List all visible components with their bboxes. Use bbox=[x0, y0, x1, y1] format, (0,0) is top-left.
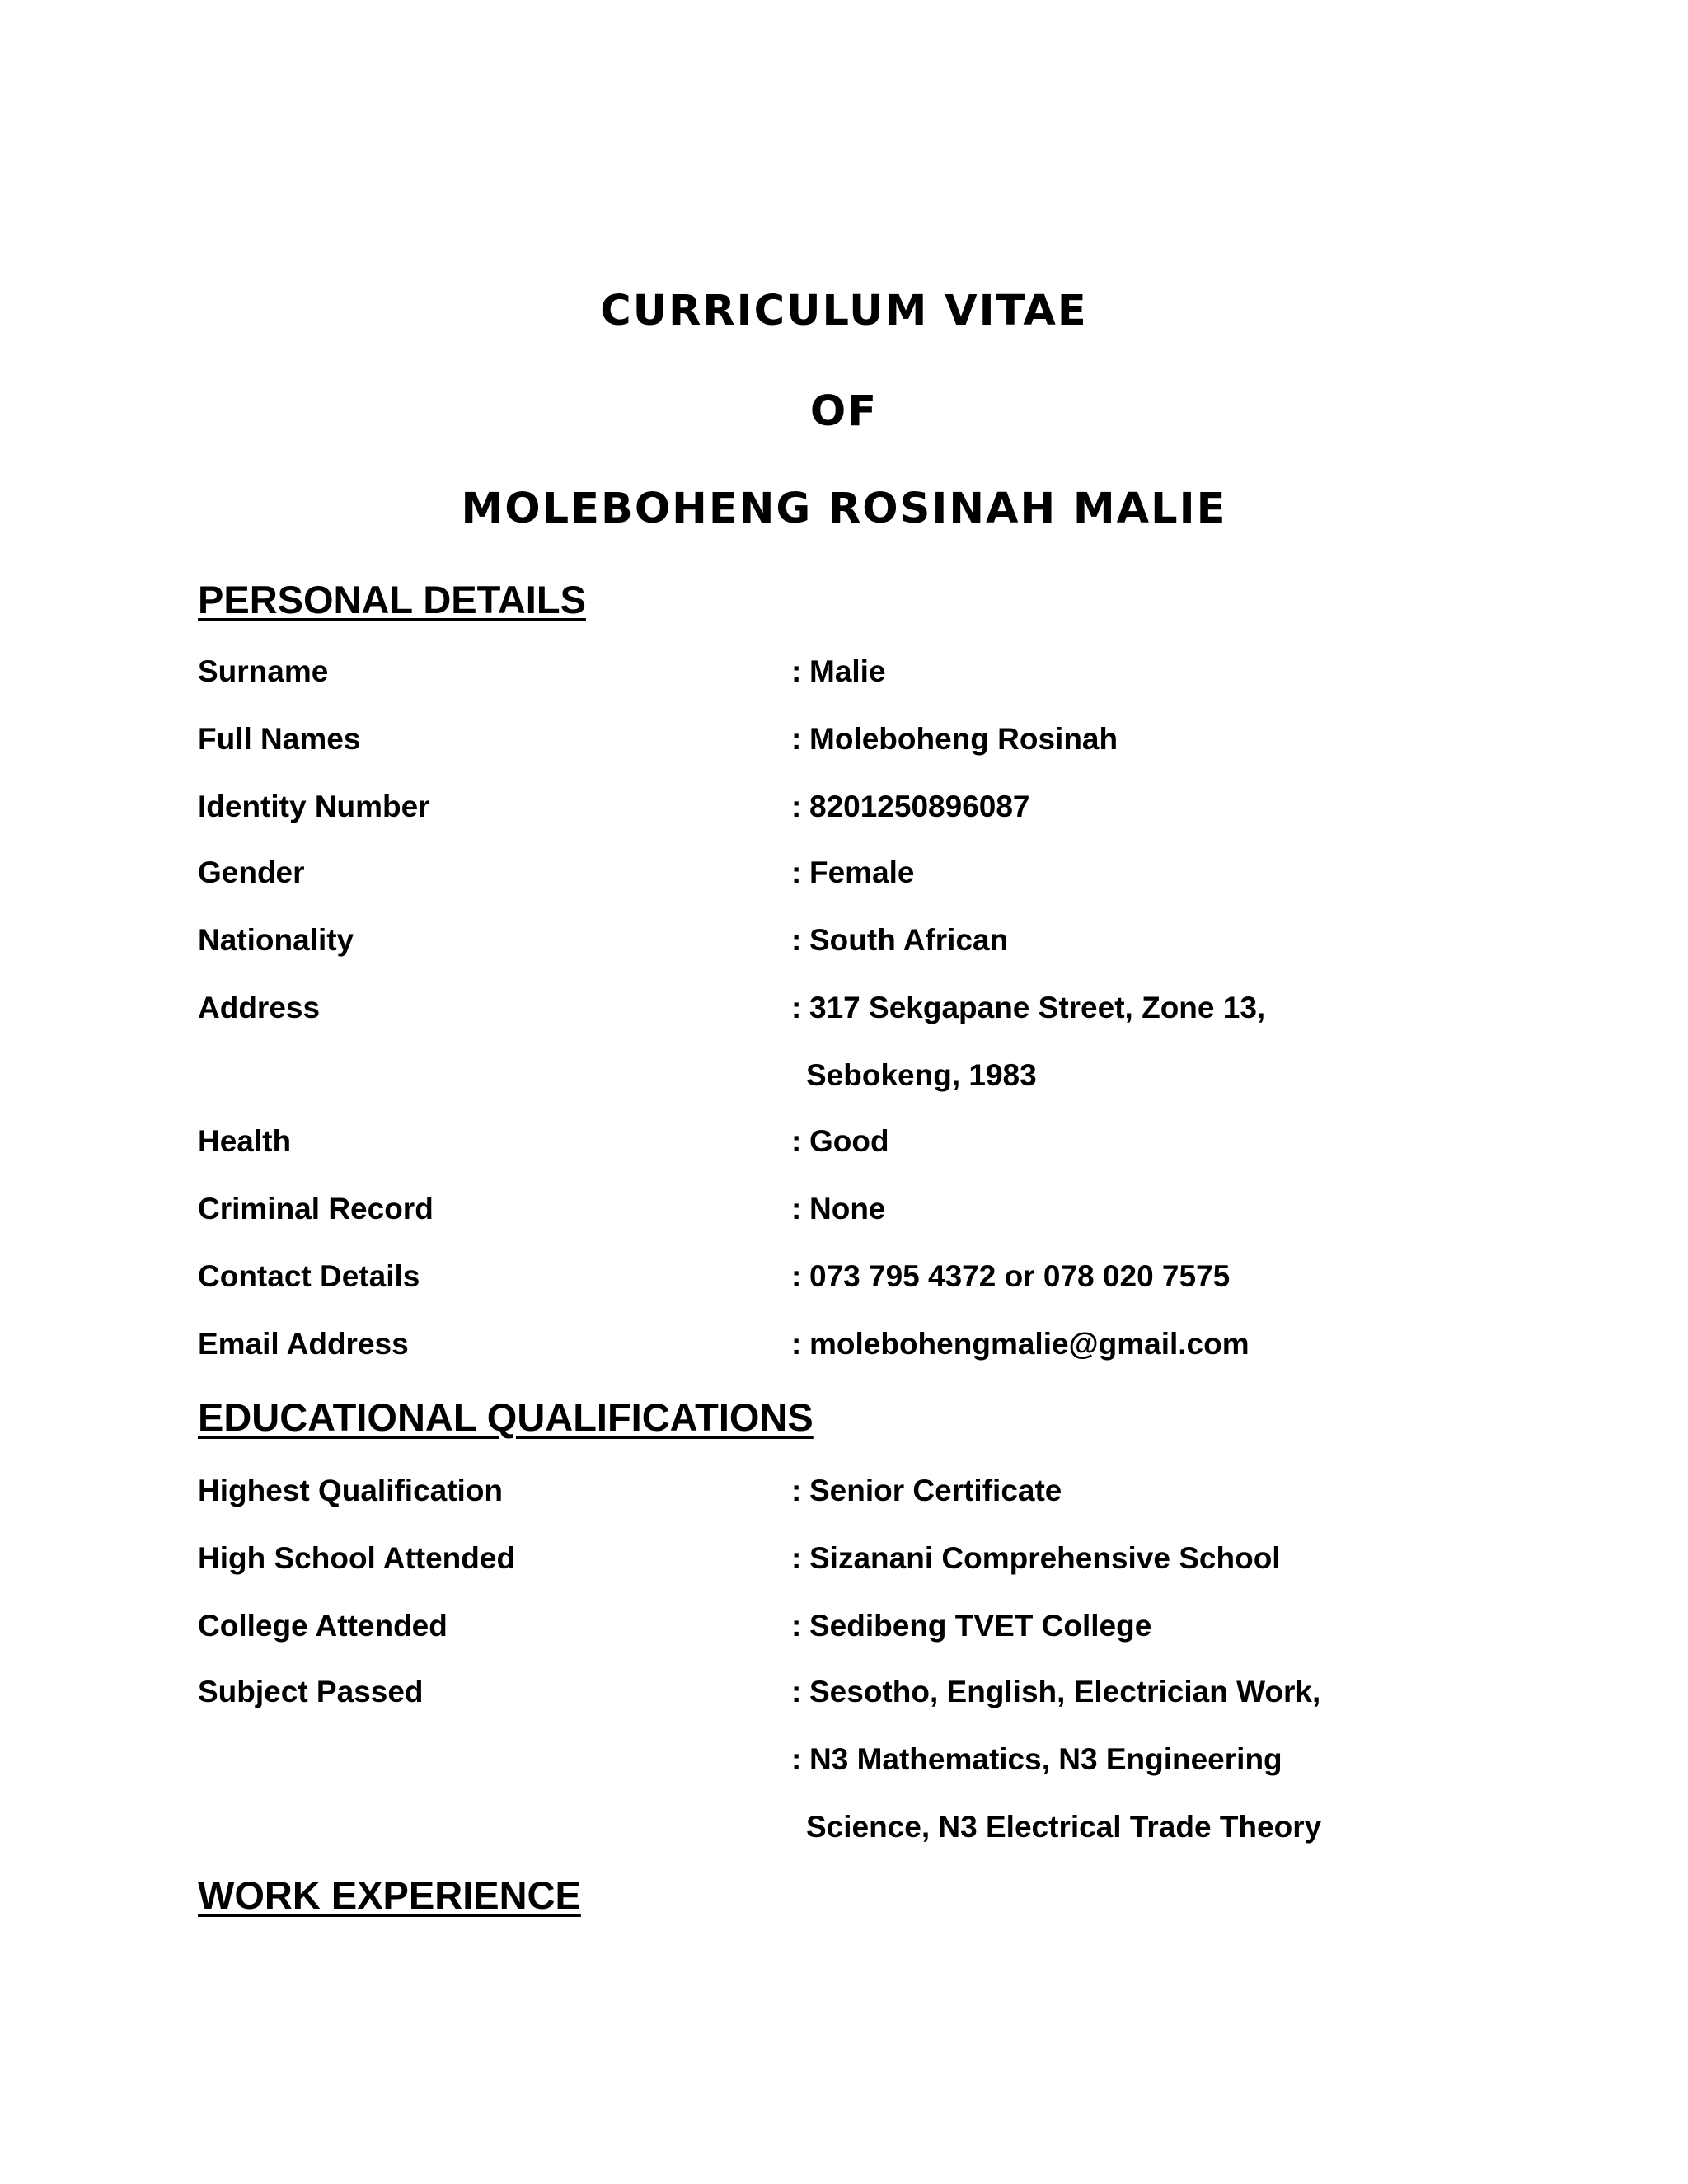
highest-qualification-row bbox=[0, 1470, 1688, 1511]
address-value-line2: Sebokeng, 1983 bbox=[806, 1058, 1037, 1092]
surname-row bbox=[0, 651, 1688, 692]
separator: : bbox=[791, 855, 802, 889]
surname-value: Malie bbox=[809, 654, 886, 688]
subjects-label: Subject Passed bbox=[198, 1675, 424, 1708]
college-value: Sedibeng TVET College bbox=[809, 1609, 1152, 1643]
subjects-value-line2: N3 Mathematics, N3 Engineering bbox=[809, 1742, 1282, 1776]
highest-qualification-value: Senior Certificate bbox=[809, 1474, 1062, 1507]
address-label: Address bbox=[198, 991, 321, 1024]
email-row bbox=[0, 1324, 1688, 1365]
address-row bbox=[0, 987, 1688, 1029]
health-value: Good bbox=[809, 1124, 889, 1158]
health-row bbox=[0, 1121, 1688, 1162]
address-continued-row bbox=[0, 1055, 1688, 1096]
cv-owner-name: MOLEBOHENG ROSINAH MALIE bbox=[461, 485, 1227, 533]
subjects-value-line3: Science, N3 Electrical Trade Theory bbox=[806, 1810, 1322, 1844]
contact-details-label: Contact Details bbox=[198, 1259, 420, 1293]
surname-label: Surname bbox=[198, 654, 329, 688]
gender-label: Gender bbox=[198, 855, 305, 889]
subjects-row-2 bbox=[0, 1739, 1688, 1780]
full-names-value: Moleboheng Rosinah bbox=[809, 722, 1118, 756]
email-label: Email Address bbox=[198, 1327, 409, 1361]
separator: : bbox=[791, 1327, 802, 1361]
separator: : bbox=[791, 1541, 802, 1575]
high-school-value: Sizanani Comprehensive School bbox=[809, 1541, 1281, 1575]
health-label: Health bbox=[198, 1124, 292, 1158]
separator: : bbox=[791, 654, 802, 688]
college-row bbox=[0, 1605, 1688, 1647]
contact-details-row bbox=[0, 1256, 1688, 1297]
college-label: College Attended bbox=[198, 1609, 448, 1643]
full-names-label: Full Names bbox=[198, 722, 361, 756]
identity-number-label: Identity Number bbox=[198, 790, 430, 823]
separator: : bbox=[791, 1259, 802, 1293]
identity-number-row bbox=[0, 786, 1688, 827]
subjects-row bbox=[0, 1671, 1688, 1713]
highest-qualification-label: Highest Qualification bbox=[198, 1474, 504, 1507]
high-school-label: High School Attended bbox=[198, 1541, 516, 1575]
cv-title: CURRICULUM VITAE bbox=[600, 287, 1088, 335]
identity-number-value: 8201250896087 bbox=[809, 790, 1030, 823]
separator: : bbox=[791, 1474, 802, 1507]
subjects-value: Sesotho, English, Electrician Work, bbox=[809, 1675, 1321, 1708]
separator: : bbox=[791, 923, 802, 957]
work-experience-heading: WORK EXPERIENCE bbox=[198, 1873, 581, 1917]
separator: : bbox=[791, 790, 802, 823]
separator: : bbox=[791, 1742, 802, 1776]
separator: : bbox=[791, 991, 802, 1024]
high-school-row bbox=[0, 1538, 1688, 1579]
address-value: 317 Sekgapane Street, Zone 13, bbox=[809, 991, 1266, 1024]
separator: : bbox=[791, 1675, 802, 1708]
personal-details-heading: PERSONAL DETAILS bbox=[198, 578, 586, 621]
nationality-row bbox=[0, 920, 1688, 961]
subjects-row-3 bbox=[0, 1807, 1688, 1848]
nationality-value: South African bbox=[809, 923, 1009, 957]
separator: : bbox=[791, 1609, 802, 1643]
full-names-row bbox=[0, 719, 1688, 760]
gender-value: Female bbox=[809, 855, 915, 889]
separator: : bbox=[791, 1124, 802, 1158]
criminal-record-value: None bbox=[809, 1192, 886, 1226]
email-value: molebohengmalie@gmail.com bbox=[809, 1327, 1250, 1361]
gender-row bbox=[0, 852, 1688, 893]
criminal-record-label: Criminal Record bbox=[198, 1192, 434, 1226]
separator: : bbox=[791, 1192, 802, 1226]
separator: : bbox=[791, 722, 802, 756]
nationality-label: Nationality bbox=[198, 923, 354, 957]
criminal-record-row bbox=[0, 1188, 1688, 1230]
contact-details-value: 073 795 4372 or 078 020 7575 bbox=[809, 1259, 1231, 1293]
cv-title-of: OF bbox=[809, 387, 879, 436]
educational-qualifications-heading: EDUCATIONAL QUALIFICATIONS bbox=[198, 1395, 814, 1439]
